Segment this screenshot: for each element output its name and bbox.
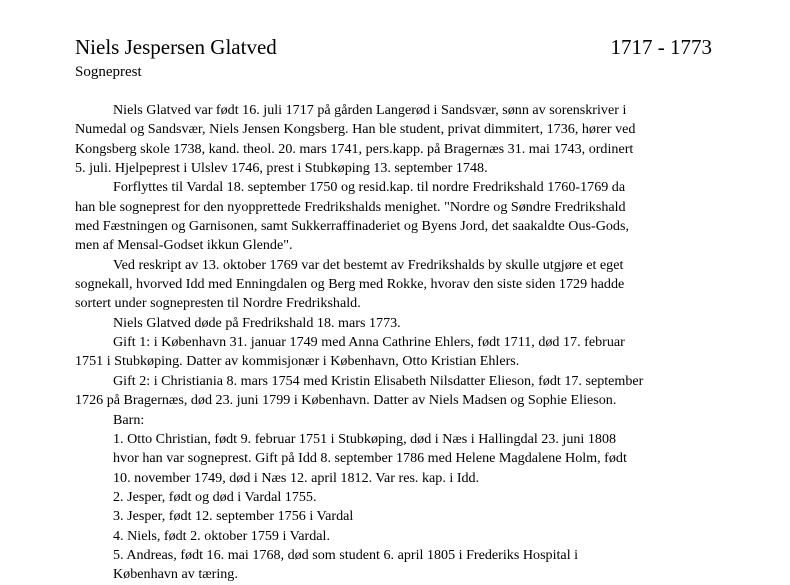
text-line: Barn: bbox=[113, 411, 145, 428]
person-role: Sogneprest bbox=[75, 64, 142, 80]
text-line: med Fæstningen og Garnisonen, samt Sukkerraffinaderiet og Byens Jord, det saakaldte Ous-Gods, bbox=[75, 218, 629, 235]
text-line: 1726 på Bragernæs, død 23. juni 1799 i København. Datter av Niels Madsen og Sophie Elieson. bbox=[75, 392, 617, 409]
person-name: Niels Jespersen Glatved bbox=[75, 35, 277, 59]
text-line: Niels Glatved døde på Fredrikshald 18. mars 1773. bbox=[113, 314, 401, 331]
text-line: 10. november 1749, død i Næs 12. april 1812. Var res. kap. i Idd. bbox=[113, 469, 480, 486]
text-line: 3. Jesper, født 12. september 1756 i Vardal bbox=[113, 508, 354, 525]
text-line: Gift 1: i København 31. januar 1749 med Anna Cathrine Ehlers, født 1711, død 17. februar bbox=[113, 334, 625, 351]
text-line: 5. Andreas, født 16. mai 1768, død som student 6. april 1805 i Frederiks Hospital i bbox=[113, 546, 579, 563]
text-line: Forflyttes til Vardal 18. september 1750 og resid.kap. til nordre Fredrikshald 1760-1769 da bbox=[113, 179, 626, 196]
text-line: sortert under sognepresten til Nordre Fredrikshald. bbox=[75, 295, 361, 312]
text-line: 1751 i Stubkøping. Datter av kommisjonær i København, Otto Kristian Ehlers. bbox=[75, 353, 520, 370]
text-line: sognekall, hvorved Idd med Enningdalen og Berg med Rokke, hvorav den siste siden 1729 hadde bbox=[75, 276, 625, 293]
text-line: 4. Niels, født 2. oktober 1759 i Vardal. bbox=[113, 527, 330, 544]
text-line: Kongsberg skole 1738, kand. theol. 20. mars 1741, pers.kapp. på Bragernæs 31. mai 1743, ordinert bbox=[75, 140, 634, 157]
document-header bbox=[75, 34, 715, 64]
text-line: 1. Otto Christian, født 9. februar 1751 i Stubkøping, død i Næs i Hallingdal 23. juni 1808 bbox=[113, 430, 617, 447]
text-line: 5. juli. Hjelpeprest i Ulslev 1746, prest i Stubkøping 13. september 1748. bbox=[75, 160, 488, 177]
life-years: 1717 - 1773 bbox=[610, 35, 712, 59]
text-line: Ved reskript av 13. oktober 1769 var det bestemt av Fredrikshalds by skulle utgjøre et eget bbox=[113, 256, 624, 273]
text-line: han ble sogneprest for den nyopprettede Fredrikshalds menighet. "Nordre og Søndre Fredrikshald bbox=[75, 198, 626, 215]
text-line: hvor han var sogneprest. Gift på Idd 8. september 1786 med Helene Magdalene Holm, født bbox=[113, 450, 627, 467]
text-line: 2. Jesper, født og død i Vardal 1755. bbox=[113, 488, 317, 505]
text-line: København av tæring. bbox=[113, 566, 238, 583]
text-line: men af Mensal-Godset ikkun Glende". bbox=[75, 237, 293, 254]
biography-text bbox=[75, 101, 725, 585]
text-line: Niels Glatved var født 16. juli 1717 på gården Langerød i Sandsvær, sønn av sorenskriver i bbox=[113, 102, 627, 118]
text-line: Gift 2: i Christiania 8. mars 1754 med Kristin Elisabeth Nilsdatter Elieson, født 17. september bbox=[113, 372, 644, 389]
text-line: Numedal og Sandsvær, Niels Jensen Kongsberg. Han ble student, privat dimmitert, 1736, hører ved bbox=[75, 121, 636, 138]
